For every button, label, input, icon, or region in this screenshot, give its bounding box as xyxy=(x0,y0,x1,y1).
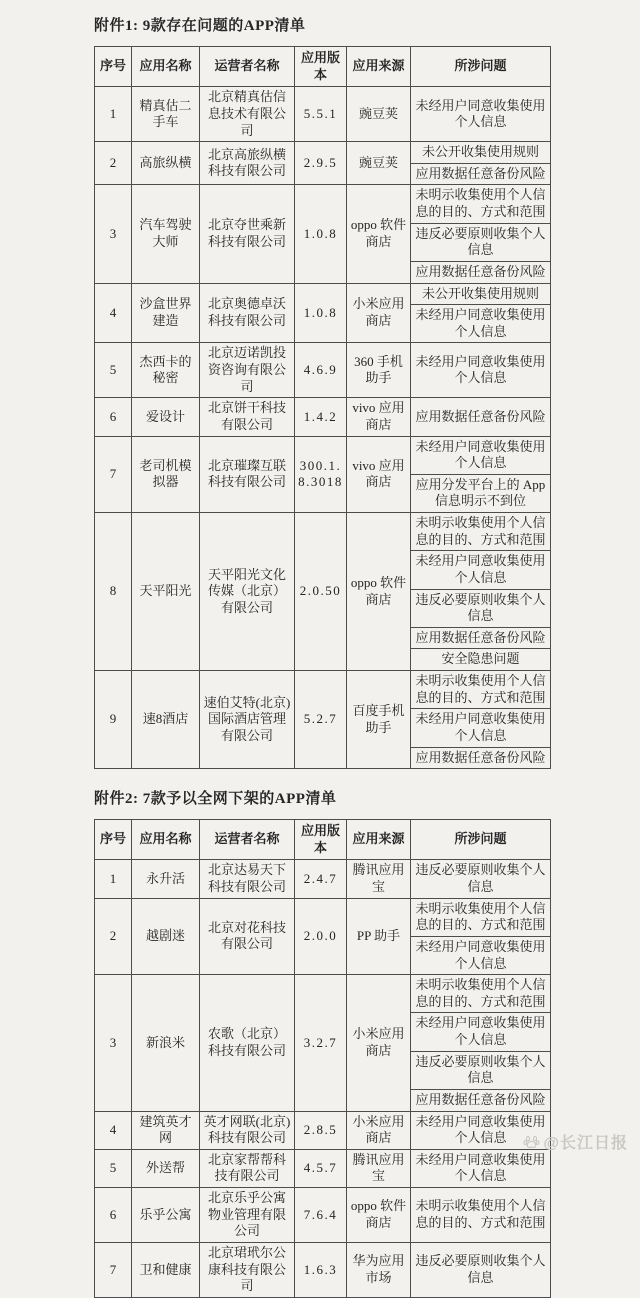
row-number: 6 xyxy=(95,398,132,436)
app-version: 5.2.7 xyxy=(295,671,347,769)
issue-cell: 未公开收集使用规则 xyxy=(411,142,551,164)
operator-name: 北京饼干科技有限公司 xyxy=(200,398,295,436)
table-row xyxy=(95,343,551,398)
watermark xyxy=(523,1130,628,1153)
issue-cell: 违反必要原则收集个人信息 xyxy=(411,1051,551,1089)
column-header: 应用版本 xyxy=(295,820,347,860)
table-row xyxy=(95,87,551,142)
row-number: 4 xyxy=(95,283,132,343)
app-source: 腾讯应用宝 xyxy=(347,1149,411,1187)
app-version: 1.0.8 xyxy=(295,185,347,283)
app-version: 2.0.50 xyxy=(295,513,347,671)
operator-name: 北京精真估信息技术有限公司 xyxy=(200,87,295,142)
table-row xyxy=(95,185,551,223)
issue-cell: 未经用户同意收集使用个人信息 xyxy=(411,87,551,142)
app-source: 豌豆荚 xyxy=(347,142,411,185)
app-name: 速8酒店 xyxy=(132,671,200,769)
row-number: 3 xyxy=(95,185,132,283)
app-name: 杰西卡的秘密 xyxy=(132,343,200,398)
column-header: 应用名称 xyxy=(132,820,200,860)
app-version: 1.6.3 xyxy=(295,1242,347,1297)
issue-cell: 应用分发平台上的 App 信息明示不到位 xyxy=(411,474,551,512)
column-header: 应用来源 xyxy=(347,820,411,860)
issue-cell: 违反必要原则收集个人信息 xyxy=(411,860,551,898)
row-number: 7 xyxy=(95,1242,132,1297)
issue-cell: 应用数据任意备份风险 xyxy=(411,398,551,436)
row-number: 6 xyxy=(95,1188,132,1243)
issue-cell: 应用数据任意备份风险 xyxy=(411,747,551,769)
operator-name: 速伯艾特(北京)国际酒店管理有限公司 xyxy=(200,671,295,769)
operator-name: 北京对花科技有限公司 xyxy=(200,898,295,975)
app-source: 百度手机助手 xyxy=(347,671,411,769)
app-source: 华为应用市场 xyxy=(347,1242,411,1297)
row-number: 5 xyxy=(95,1149,132,1187)
table-row xyxy=(95,975,551,1013)
table-row xyxy=(95,898,551,936)
issue-cell: 未经用户同意收集使用个人信息 xyxy=(411,1013,551,1051)
operator-name: 北京高旅纵横科技有限公司 xyxy=(200,142,295,185)
app-name: 外送帮 xyxy=(132,1149,200,1187)
app-version: 2.4.7 xyxy=(295,860,347,898)
issue-cell: 违反必要原则收集个人信息 xyxy=(411,589,551,627)
operator-name: 北京迈诺凯投资咨询有限公司 xyxy=(200,343,295,398)
column-header: 所涉问题 xyxy=(411,47,551,87)
app-version: 1.4.2 xyxy=(295,398,347,436)
app-name: 汽车驾驶大师 xyxy=(132,185,200,283)
app-name: 建筑英才网 xyxy=(132,1111,200,1149)
row-number: 9 xyxy=(95,671,132,769)
table-row xyxy=(95,436,551,474)
document-body xyxy=(94,8,552,1298)
app-name: 精真估二手车 xyxy=(132,87,200,142)
attachment1-title: 附件1: 9款存在问题的APP清单 xyxy=(94,18,306,34)
table-row xyxy=(95,142,551,164)
table-row xyxy=(95,1242,551,1297)
app-name: 沙盒世界建造 xyxy=(132,283,200,343)
operator-name: 天平阳光文化传媒（北京）有限公司 xyxy=(200,513,295,671)
app-name: 越剧迷 xyxy=(132,898,200,975)
issue-cell: 未经用户同意收集使用个人信息 xyxy=(411,1149,551,1187)
issue-cell: 未公开收集使用规则 xyxy=(411,283,551,305)
operator-name: 英才网联(北京)科技有限公司 xyxy=(200,1111,295,1149)
app-name: 爱设计 xyxy=(132,398,200,436)
table-row xyxy=(95,1188,551,1243)
issue-cell: 未明示收集使用个人信息的目的、方式和范围 xyxy=(411,1188,551,1243)
issue-cell: 应用数据任意备份风险 xyxy=(411,627,551,649)
app-name: 高旅纵横 xyxy=(132,142,200,185)
issue-cell: 未经用户同意收集使用个人信息 xyxy=(411,1111,551,1149)
operator-name: 北京家帮帮科技有限公司 xyxy=(200,1149,295,1187)
issue-cell: 未明示收集使用个人信息的目的、方式和范围 xyxy=(411,975,551,1013)
app-version: 7.6.4 xyxy=(295,1188,347,1243)
problem-apps-table xyxy=(94,46,551,769)
app-name: 新浪米 xyxy=(132,975,200,1111)
row-number: 7 xyxy=(95,436,132,513)
row-number: 8 xyxy=(95,513,132,671)
operator-name: 北京夺世乘新科技有限公司 xyxy=(200,185,295,283)
column-header: 所涉问题 xyxy=(411,820,551,860)
row-number: 2 xyxy=(95,898,132,975)
column-header: 运营者名称 xyxy=(200,820,295,860)
attachment2-title: 附件2: 7款予以全网下架的APP清单 xyxy=(94,791,337,808)
table-row xyxy=(95,671,551,709)
issue-cell: 未经用户同意收集使用个人信息 xyxy=(411,436,551,474)
app-version: 4.5.7 xyxy=(295,1149,347,1187)
issue-cell: 违反必要原则收集个人信息 xyxy=(411,1242,551,1297)
operator-name: 北京达易天下科技有限公司 xyxy=(200,860,295,898)
app-version: 5.5.1 xyxy=(295,87,347,142)
baidu-paw-icon xyxy=(523,1133,540,1150)
operator-name: 农歌（北京）科技有限公司 xyxy=(200,975,295,1111)
app-version: 300.1.8.3018 xyxy=(295,436,347,513)
app-source: oppo 软件商店 xyxy=(347,185,411,283)
app-source: vivo 应用商店 xyxy=(347,398,411,436)
app-source: 小米应用商店 xyxy=(347,283,411,343)
app-version: 2.0.0 xyxy=(295,898,347,975)
app-name: 天平阳光 xyxy=(132,513,200,671)
table-row xyxy=(95,398,551,436)
issue-cell: 未经用户同意收集使用个人信息 xyxy=(411,709,551,747)
row-number: 2 xyxy=(95,142,132,185)
app-source: 豌豆荚 xyxy=(347,87,411,142)
app-source: 小米应用商店 xyxy=(347,1111,411,1149)
issue-cell: 未明示收集使用个人信息的目的、方式和范围 xyxy=(411,185,551,223)
issue-cell: 未经用户同意收集使用个人信息 xyxy=(411,343,551,398)
app-source: oppo 软件商店 xyxy=(347,513,411,671)
row-number: 3 xyxy=(95,975,132,1111)
issue-cell: 违反必要原则收集个人信息 xyxy=(411,223,551,261)
operator-name: 北京乐乎公寓物业管理有限公司 xyxy=(200,1188,295,1243)
issue-cell: 应用数据任意备份风险 xyxy=(411,163,551,185)
issue-cell: 未明示收集使用个人信息的目的、方式和范围 xyxy=(411,898,551,936)
app-name: 乐乎公寓 xyxy=(132,1188,200,1243)
operator-name: 北京璀璨互联科技有限公司 xyxy=(200,436,295,513)
app-source: 小米应用商店 xyxy=(347,975,411,1111)
app-source: oppo 软件商店 xyxy=(347,1188,411,1243)
app-version: 4.6.9 xyxy=(295,343,347,398)
issue-cell: 未经用户同意收集使用个人信息 xyxy=(411,936,551,974)
column-header: 序号 xyxy=(95,820,132,860)
row-number: 1 xyxy=(95,87,132,142)
removed-apps-table xyxy=(94,819,551,1298)
app-version: 3.2.7 xyxy=(295,975,347,1111)
column-header: 序号 xyxy=(95,47,132,87)
app-source: PP 助手 xyxy=(347,898,411,975)
table-row xyxy=(95,860,551,898)
app-name: 永升活 xyxy=(132,860,200,898)
operator-name: 北京奥德卓沃科技有限公司 xyxy=(200,283,295,343)
table-row xyxy=(95,513,551,551)
column-header: 应用版本 xyxy=(295,47,347,87)
row-number: 1 xyxy=(95,860,132,898)
issue-cell: 未明示收集使用个人信息的目的、方式和范围 xyxy=(411,513,551,551)
column-header: 应用来源 xyxy=(347,47,411,87)
issue-cell: 安全隐患问题 xyxy=(411,649,551,671)
app-source: 360 手机助手 xyxy=(347,343,411,398)
issue-cell: 未经用户同意收集使用个人信息 xyxy=(411,551,551,589)
app-version: 1.0.8 xyxy=(295,283,347,343)
table-row xyxy=(95,1149,551,1187)
issue-cell: 应用数据任意备份风险 xyxy=(411,1089,551,1111)
table-row xyxy=(95,283,551,305)
app-source: vivo 应用商店 xyxy=(347,436,411,513)
table-row xyxy=(95,1111,551,1149)
app-source: 腾讯应用宝 xyxy=(347,860,411,898)
watermark-text: @长江日报 xyxy=(543,1135,628,1152)
app-name: 卫和健康 xyxy=(132,1242,200,1297)
row-number: 5 xyxy=(95,343,132,398)
column-header: 运营者名称 xyxy=(200,47,295,87)
app-version: 2.8.5 xyxy=(295,1111,347,1149)
operator-name: 北京珺玳尔公康科技有限公司 xyxy=(200,1242,295,1297)
app-name: 老司机模拟器 xyxy=(132,436,200,513)
issue-cell: 未明示收集使用个人信息的目的、方式和范围 xyxy=(411,671,551,709)
column-header: 应用名称 xyxy=(132,47,200,87)
row-number: 4 xyxy=(95,1111,132,1149)
issue-cell: 未经用户同意收集使用个人信息 xyxy=(411,305,551,343)
app-version: 2.9.5 xyxy=(295,142,347,185)
issue-cell: 应用数据任意备份风险 xyxy=(411,261,551,283)
